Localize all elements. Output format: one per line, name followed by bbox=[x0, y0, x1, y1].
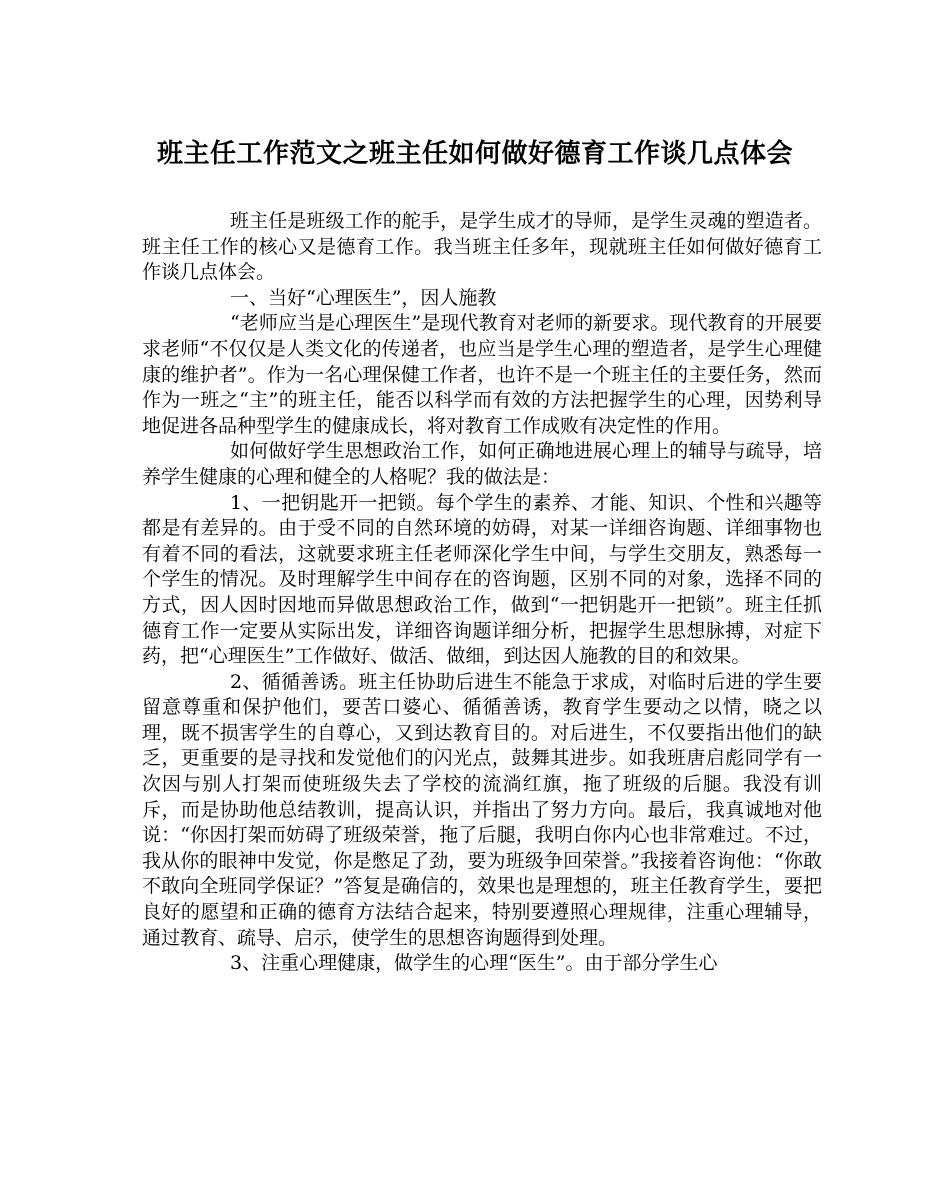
document-body bbox=[142, 209, 822, 977]
paragraph-psychology-doctor: “老师应当是心理医生”是现代教育对老师的新要求。现代教育的开展要求老师“不仅仅是人类文化的传递者，也应当是学生心理的塑造者，是学生心理健康的维护者”。作为一名心理保健工作者，也许不是一个班主任的主要任务，然而作为一班之“主”的班主任，能否以科学而有效的方法把握学生的心理，因势利导地促进各品种型学生的健康成长，将对教育工作成败有决定性的作用。 bbox=[142, 312, 822, 437]
document-title: 班主任工作范文之班主任如何做好德育工作谈几点体会 bbox=[156, 139, 793, 169]
paragraph-point-1: 1、一把钥匙开一把锁。每个学生的素养、才能、知识、个性和兴趣等都是有差异的。由于受不同的自然环境的妨碍，对某一详细咨询题、详细事物也有着不同的看法，这就要求班主任老师深化学生中间，与学生交朋友，熟悉每一个学生的情况。及时理解学生中间存在的咨询题，区别不同的对象，选择不同的方式，因人因时因地而异做思想政治工作，做到“一把钥匙开一把锁”。班主任抓德育工作一定要从实际出发，详细咨询题详细分析，把握学生思想脉搏，对症下药，把“心理医生”工作做好、做活、做细，到达因人施教的目的和效果。 bbox=[142, 491, 822, 668]
paragraph-question: 如何做好学生思想政治工作，如何正确地进展心理上的辅导与疏导，培养学生健康的心理和健全的人格呢？我的做法是： bbox=[142, 440, 822, 488]
paragraph-point-3: 3、注重心理健康，做学生的心理“医生”。由于部分学生心 bbox=[230, 952, 718, 975]
paragraph-point-2: 2、循循善诱。班主任协助后进生不能急于求成，对临时后进的学生要留意尊重和保护他们，要苦口婆心、循循善诱，教育学生要动之以情，晓之以理，既不损害学生的自尊心，又到达教育目的。对后进生，不仅要指出他们的缺乏，更重要的是寻找和发觉他们的闪光点，鼓舞其进步。如我班唐启彪同学有一次因与别人打架而使班级失去了学校的流淌红旗，拖了班级的后腿。我没有训斥，而是协助他总结教训，提高认识，并指出了努力方向。最后，我真诚地对他说：“你因打架而妨碍了班级荣誉，拖了后腿，我明白你内心也非常难过。不过，我从你的眼神中发觉，你是憋足了劲，要为班级争回荣誉。”我接着咨询他：“你敢不敢向全班同学保证？”答复是确信的，效果也是理想的，班主任教育学生，要把良好的愿望和正确的德育方法结合起来，特别要遵照心理规律，注重心理辅导，通过教育、疏导、启示，使学生的思想咨询题得到处理。 bbox=[142, 670, 822, 949]
paragraph-intro: 班主任是班级工作的舵手，是学生成才的导师，是学生灵魂的塑造者。班主任工作的核心又是德育工作。我当班主任多年，现就班主任如何做好德育工作谈几点体会。 bbox=[142, 210, 822, 284]
section-heading-1: 一、当好“心理医生”，因人施教 bbox=[230, 286, 497, 309]
